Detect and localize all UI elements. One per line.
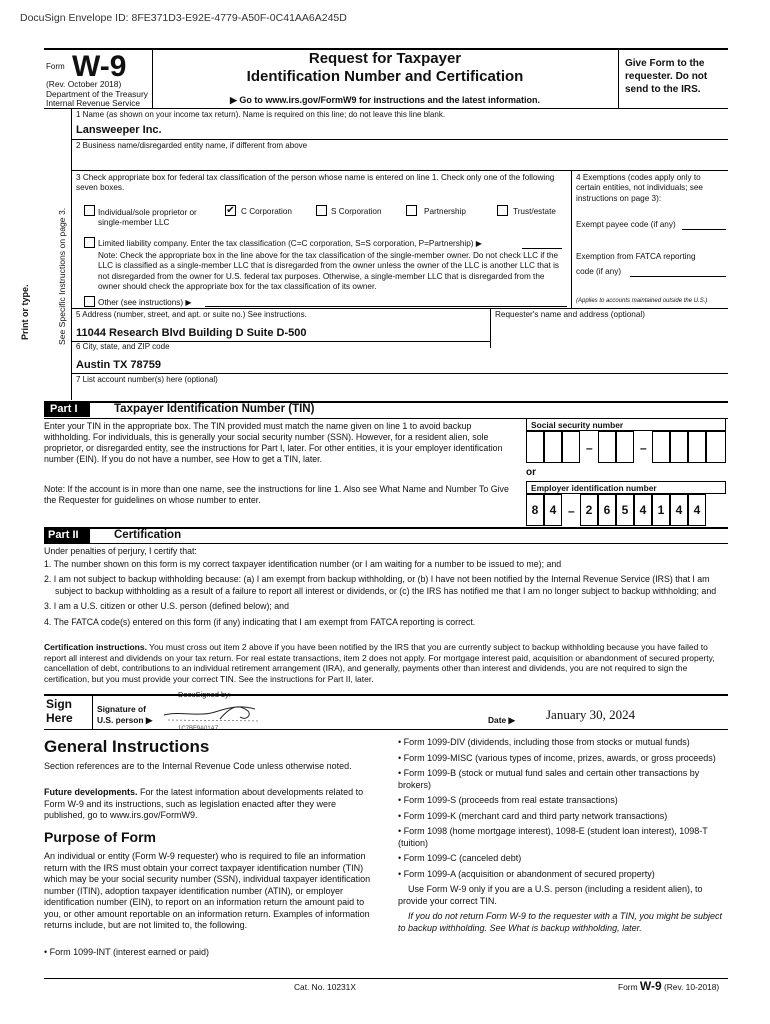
future-developments-heading: Future developments. [44, 787, 138, 797]
date-field[interactable]: January 30, 2024 [546, 707, 636, 722]
department: Department of the Treasury [46, 89, 148, 99]
side-instructions [20, 140, 31, 340]
docusigned-label: DocuSigned by: [178, 690, 231, 699]
envelope-id: DocuSign Envelope ID: 8FE371D3-E92E-4779-A50F-0C41AA6A245D [20, 12, 347, 24]
or-label: or [526, 467, 536, 478]
part1-note: Note: If the account is in more than one name, see the instructions for line 1. Also see What Name and Number To Give the Requester for guidelines on whose number to enter. [44, 484, 509, 506]
part2-title: Certification [114, 529, 182, 541]
sign-divider [92, 694, 93, 729]
footer-revision: (Rev. 10-2018) [663, 982, 720, 992]
date-label: Date ▶ [488, 715, 515, 725]
s-corporation-label: S Corporation [331, 207, 382, 216]
line3-line4-divider [571, 170, 572, 308]
other-checkbox[interactable] [84, 296, 95, 307]
line4-label: 4 Exemptions (codes apply only to certain entities, not individuals; see instructions on page 3): [576, 173, 703, 203]
line1-name-field[interactable]: Lansweeper Inc. [76, 124, 162, 136]
certification-instructions-heading: Certification instructions. [44, 642, 147, 652]
ein-digit[interactable]: 2 [580, 494, 598, 526]
bullet-1099-s: • Form 1099-S (proceeds from real estate transactions) [398, 795, 728, 807]
other-label: Other (see instructions) ▶ [98, 298, 192, 307]
individual-label: Individual/sole proprietor or single-member LLC [98, 208, 197, 228]
purpose-title: Purpose of Form [44, 829, 157, 845]
form-title-line2: Identification Number and Certification [246, 68, 524, 85]
llc-checkbox[interactable] [84, 237, 95, 248]
partnership-label: Partnership [424, 207, 466, 216]
signature-field[interactable] [160, 697, 480, 727]
form-word: Form [46, 62, 65, 71]
use-form-text: Use Form W-9 only if you are a U.S. person (including a resident alien), to provide your correct TIN. [398, 884, 703, 906]
ein-digit[interactable]: 4 [688, 494, 706, 526]
c-corporation-label: C Corporation [241, 207, 292, 216]
exempt-payee-label: Exempt payee code (if any) [576, 220, 676, 229]
certification-intro: Under penalties of perjury, I certify that: [44, 546, 197, 556]
ssn-box[interactable] [526, 431, 544, 463]
individual-checkbox[interactable] [84, 205, 95, 216]
certification-items [44, 559, 724, 632]
right-column [398, 737, 728, 938]
ssn-field[interactable] [526, 431, 726, 465]
line6-rule [71, 373, 728, 374]
certification-instructions-text: You must cross out item 2 above if you have been notified by the IRS that you are currently subject to backup withholding because you have failed to report all interest and dividends on your tax return. For real estate transactions, item 2 does not apply. For mortgage interest paid, acquisition or abandonment of secured property, cancellation of debt, contributions to an individual retirement arrangement (IRA), and generally, payments other than interest and dividends, you are not required to sign the certification, but you must provide your correct TIN. See the instructions for Part II, later. [44, 642, 715, 684]
line2-rule [71, 170, 728, 171]
part1-tag: Part I [44, 402, 90, 417]
ssn-box[interactable] [598, 431, 616, 463]
line7-label: 7 List account number(s) here (optional) [76, 375, 218, 384]
line3-bottom-rule [71, 308, 728, 309]
ein-digit[interactable]: 8 [526, 494, 544, 526]
ssn-box[interactable] [562, 431, 580, 463]
bullet-1099-misc: • Form 1099-MISC (various types of income, prizes, awards, or gross proceeds) [398, 753, 728, 765]
ein-dash: – [568, 504, 575, 518]
ssn-dash: – [640, 441, 647, 455]
s-corporation-checkbox[interactable] [316, 205, 327, 216]
ssn-box[interactable] [688, 431, 706, 463]
requester-divider [490, 308, 491, 348]
requester-field[interactable] [495, 322, 725, 347]
ssn-box[interactable] [670, 431, 688, 463]
certification-item-1: 1. The number shown on this form is my correct taxpayer identification number (or I am waiting for a number to be issued to me); and [44, 559, 562, 569]
line2-business-name-field[interactable] [76, 152, 726, 168]
side-divider [71, 108, 72, 400]
future-developments-text: For the latest information about developments related to Form W-9 and its instructions, such as legislation enacted after they were published, go to www.irs.gov/FormW9. [44, 787, 364, 821]
form-title-line1: Request for Taxpayer [308, 50, 462, 67]
part1-instructions: Enter your TIN in the appropriate box. The TIN provided must match the name given on line 1 to avoid backup withholding. For individuals, this is generally your social security number (SSN). However, for a resident alien, sole proprietor, or disregarded entity, see the instructions for Part I, later. For other entities, it is your employer identification number (EIN). If you do not have a number, see How to get a TIN, later. [44, 421, 503, 465]
header-divider-right [618, 48, 619, 108]
purpose-text: An individual or entity (Form W-9 requester) who is required to file an information return with the IRS must obtain your correct taxpayer identification number (TIN) which may be your social security number (SSN), individual taxpayer identification number (ITIN), adoption taxpayer identification number (ATIN), or employer identification number (EIN), to report on an information return the amount paid to you, or other amount reportable on an information return. Examples of information returns include, but are not limited to, the following. [44, 851, 371, 931]
header-bottom-rule [44, 108, 728, 109]
ein-digit[interactable]: 4 [670, 494, 688, 526]
ein-label: Employer identification number [526, 481, 726, 494]
give-form-notice: Give Form to the requester. Do not send to the IRS. [625, 58, 708, 95]
ssn-dash: – [586, 441, 593, 455]
line5-label: 5 Address (number, street, and apt. or suite no.) See instructions. [76, 310, 307, 319]
bullet-1099-k: • Form 1099-K (merchant card and third party network transactions) [398, 811, 728, 823]
bullet-1099-a: • Form 1099-A (acquisition or abandonment of secured property) [398, 869, 728, 881]
sign-here-label: Sign Here [46, 697, 73, 726]
backup-withholding-note: If you do not return Form W-9 to the requester with a TIN, you might be subject to backup withholding. See What is backup withholding, later. [398, 911, 722, 933]
footer-form-word: Form [618, 982, 638, 992]
form-name: W-9 [72, 50, 127, 83]
fatca-field[interactable] [630, 276, 726, 277]
signature-id: 1C7BF9A01A7... [178, 726, 224, 732]
address-field[interactable]: 11044 Research Blvd Building D Suite D-500 [76, 327, 307, 339]
fatca-label-1: Exemption from FATCA reporting [576, 252, 696, 261]
line3-label: 3 Check appropriate box for federal tax classification of the person whose name is entered on line 1. Check only one of the following seven boxes. [76, 173, 555, 193]
catalog-number: Cat. No. 10231X [294, 982, 356, 992]
ein-digit[interactable]: 4 [634, 494, 652, 526]
trust-estate-checkbox[interactable] [497, 205, 508, 216]
signature-graphic [160, 697, 270, 727]
llc-note: Note: Check the appropriate box in the line above for the tax classification of the single-member owner. Do not check LLC if the LLC is classified as a single-member LLC that is disregarded from the owner unless the owner of the LLC is another LLC that is not disregarded from the owner for U.S. federal tax purposes. Otherwise, a single-member LLC that is disregarded from the owner should check the appropriate box for the tax classification of its owner. [98, 251, 560, 291]
future-developments [44, 787, 374, 822]
line1-rule [71, 139, 728, 140]
ein-field[interactable] [526, 494, 726, 528]
line6-label: 6 City, state, and ZIP code [76, 342, 170, 351]
fatca-applies-note: (Applies to accounts maintained outside the U.S.) [576, 298, 708, 304]
bullet-1099-int: • Form 1099-INT (interest earned or paid) [44, 947, 374, 958]
trust-estate-label: Trust/estate [513, 207, 556, 216]
sign-top-rule [44, 694, 728, 696]
ssn-box[interactable] [652, 431, 670, 463]
signature-label: Signature of U.S. person ▶ [97, 704, 153, 725]
part2-title-rule [44, 543, 728, 544]
side-see-instructions: See Specific Instructions on page 3. [57, 207, 67, 345]
side-print-or-type: Print or type. [20, 284, 30, 340]
ssn-label: Social security number [526, 418, 726, 431]
part2-tag: Part II [44, 528, 90, 543]
footer-form-name: W-9 [639, 979, 662, 993]
ssn-box[interactable] [616, 431, 634, 463]
c-corporation-checkbox[interactable]: ✔ [226, 205, 235, 216]
bullet-1099-c: • Form 1099-C (canceled debt) [398, 853, 728, 865]
line2-label: 2 Business name/disregarded entity name, if different from above [76, 141, 308, 150]
irs-link-instructions[interactable]: ▶ Go to www.irs.gov/FormW9 for instructions and the latest information. [229, 95, 541, 105]
line1-label: 1 Name (as shown on your income tax return). Name is required on this line; do not leave this line blank. [76, 110, 446, 119]
requester-label: Requester's name and address (optional) [495, 310, 645, 319]
footer-form-ref [618, 979, 719, 994]
ssn-box[interactable] [706, 431, 726, 463]
city-state-zip-field[interactable]: Austin TX 78759 [76, 359, 161, 371]
certification-item-3: 3. I am a U.S. citizen or other U.S. person (defined below); and [44, 601, 289, 612]
bullet-1099-div: • Form 1099-DIV (dividends, including those from stocks or mutual funds) [398, 737, 728, 749]
certification-item-2: 2. I am not subject to backup withholding because: (a) I am exempt from backup withholding, or (b) I have not been notified by the Internal Revenue Service (IRS) that I am subject to backup withholding as a result of a failure to report all interest or dividends, or (c) the IRS has notified me that I am no longer subject to backup withholding; and [44, 574, 717, 596]
sign-bottom-rule [44, 729, 728, 730]
llc-classification-field[interactable] [522, 248, 562, 249]
bullet-1099-b: • Form 1099-B (stock or mutual fund sales and certain other transactions by brokers) [398, 768, 728, 791]
ssn-box[interactable] [544, 431, 562, 463]
certification-item-4: 4. The FATCA code(s) entered on this form (if any) indicating that I am exempt from FATCA reporting is correct. [44, 616, 476, 627]
part1-title: Taxpayer Identification Number (TIN) [114, 403, 315, 415]
exempt-payee-field[interactable] [682, 229, 726, 230]
other-field[interactable] [205, 306, 567, 307]
ein-digit[interactable]: 1 [652, 494, 670, 526]
partnership-checkbox[interactable] [406, 205, 417, 216]
llc-label: Limited liability company. Enter the tax classification (C=C corporation, S=S corporation, P=Partnership) ▶ [98, 239, 483, 248]
bullet-1098: • Form 1098 (home mortgage interest), 1098-E (student loan interest), 1098-T (tuition) [398, 826, 728, 849]
fatca-label-2: code (if any) [576, 267, 622, 276]
form-revision: (Rev. October 2018) [46, 79, 122, 89]
ein-digit[interactable]: 5 [616, 494, 634, 526]
general-instructions-title: General Instructions [44, 737, 210, 756]
agency: Internal Revenue Service [46, 98, 141, 108]
ein-digit[interactable]: 6 [598, 494, 616, 526]
general-intro: Section references are to the Internal Revenue Code unless otherwise noted. [44, 761, 352, 771]
certification-instructions [44, 642, 726, 684]
account-numbers-field[interactable] [76, 386, 726, 400]
ein-digit[interactable]: 4 [544, 494, 562, 526]
